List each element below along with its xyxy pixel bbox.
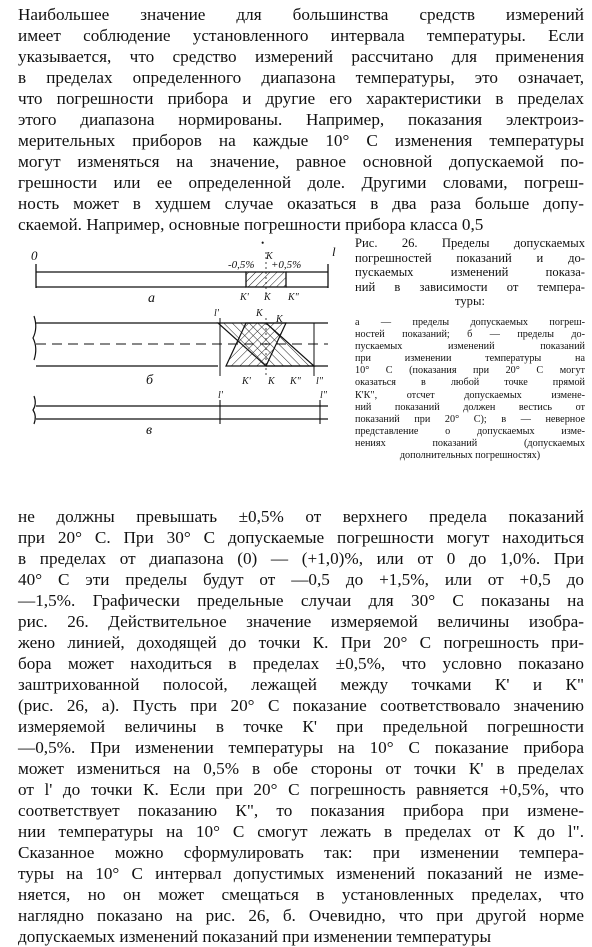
- text-line: жено линией, доходящей до точки К. При 20° С погрешность при-: [18, 633, 584, 652]
- zero-label: 0: [31, 248, 38, 263]
- caption-description-line: 10° С (показания при 20° С могут: [355, 365, 585, 377]
- k-prime-label-b: К': [242, 376, 251, 387]
- tolerance-band-a: [246, 272, 286, 287]
- break-mark-b: [33, 316, 36, 360]
- caption-description-line: дополнительных погрешностях): [399, 450, 541, 461]
- text-line: —0,5%. При изменении температуры на 10° С показание прибора: [18, 738, 584, 757]
- text-line: ность может в худшем случае оказаться в два раза больше допу-: [18, 194, 584, 213]
- text-line: мерительных приборов на каждые 10° С изменения температуры: [18, 131, 584, 150]
- text-line: не должны превышать ±0,5% от верхнего предела показаний: [18, 507, 584, 526]
- k-dprime-label-b: К": [290, 376, 301, 387]
- caption-title-line: ний в зависимости от темпера-: [355, 279, 585, 294]
- panel-a-label: а: [148, 291, 155, 306]
- figure-26-drawing: [28, 238, 350, 470]
- caption-description-line: пускаемых изменений показаний: [355, 341, 585, 353]
- caption-description-line: нениях показаний (допускаемых: [355, 437, 585, 449]
- caption-description-line: оказаться в любой точке прямой: [355, 377, 585, 389]
- plus-half-label: +0,5%: [271, 259, 302, 271]
- text-line: в пределах от диапазона (0) — (+1,0)%, или от 0 до 1,0%. При: [18, 549, 584, 568]
- text-line: Наибольшее значение для большинства средств измерений: [18, 5, 584, 24]
- text-line: в пределах определенного диапазона температуры, это означает,: [18, 68, 584, 87]
- k-label-a-bottom: К: [264, 292, 271, 303]
- text-line: нии температуры на 10° С смогут лежать в пределах от К до l".: [18, 822, 584, 841]
- l-dprime-label-v: l": [320, 390, 327, 401]
- text-line: при 20° С. При 30° С допускаемые погрешности могут находиться: [18, 528, 584, 547]
- text-line: имеет соблюдение установленного интервала температуры. Если: [18, 26, 584, 45]
- caption-title: [355, 236, 585, 309]
- caption-description: [355, 317, 585, 462]
- text-line: грешности или ее определенной доле. Другими словами, погреш-: [18, 173, 584, 192]
- text-line: этого диапазона нормированы. Например, показания электроиз-: [18, 110, 584, 129]
- dot-mark: •: [261, 238, 265, 248]
- panel-a: [31, 238, 336, 306]
- l-dprime-label-b: l": [316, 376, 323, 387]
- k-label-b-top2: К: [276, 314, 283, 325]
- panel-b-label: б: [146, 373, 154, 388]
- paragraph-1: [18, 4, 584, 235]
- text-line: указывается, что средство измерений рассчитано для применения: [18, 47, 584, 66]
- k-label-b: К: [268, 376, 275, 387]
- caption-description-line: а — пределы допускаемых погреш-: [355, 316, 585, 328]
- text-line: от l' до точки К. Если при 20° С погрешность равняется +0,5%, что: [18, 780, 584, 799]
- break-mark-v: [33, 396, 35, 424]
- text-line: наглядно показано на рис. 26, б. Очевидно, что при другой норме: [18, 906, 584, 925]
- caption-description-line: показаний при 20° С); в — неверное: [355, 413, 585, 425]
- text-line: может измениться на 0,5% в обе стороны от точки К' в пределах: [18, 759, 584, 778]
- caption-title-line: туры:: [455, 294, 485, 309]
- label-l-top: l: [332, 244, 336, 259]
- text-line: рис. 26. Действительное значение измеряемой величины изобра-: [18, 612, 584, 631]
- text-line: заштрихованной полосой, лежащей между точками К' и К": [18, 675, 584, 694]
- text-line: няется, но он может смещаться в установленных пределах, что: [18, 885, 584, 904]
- l-prime-label-b: l': [214, 308, 219, 319]
- k-dprime-label-a: К": [288, 292, 299, 303]
- caption-description-line: при изменении температуры на: [355, 353, 585, 365]
- caption-title-line: погрешностей показаний и до-: [355, 250, 585, 265]
- text-line: что погрешности прибора и другие его характеристики в пределах: [18, 89, 584, 108]
- text-line: скаемой. Например, основные погрешности прибора класса 0,5: [18, 215, 484, 234]
- paragraph-2: [18, 506, 584, 947]
- panel-v-label: в: [146, 423, 153, 438]
- minus-half-label: -0,5%: [228, 259, 255, 271]
- text-line: (рис. 26, а). Пусть при 20° С показание соответствовало значению: [18, 696, 584, 715]
- k-label-a: К: [266, 251, 273, 262]
- panel-b: [33, 308, 328, 388]
- panel-v: [33, 390, 328, 438]
- caption-description-line: ний показаний должен вестись от: [355, 401, 585, 413]
- text-line: туры на 10° С интервал допустимых изменений показаний не изме-: [18, 864, 584, 883]
- text-line: соответствует показанию К", то показания прибора при измене-: [18, 801, 584, 820]
- text-line: могут изменяться на значение, равное основной допускаемой по-: [18, 152, 584, 171]
- figure-26: [28, 238, 350, 470]
- l-prime-label-v: l': [218, 390, 223, 401]
- caption-title-line: Рис. 26. Пределы допускаемых: [355, 236, 585, 250]
- k-prime-label-a: К': [240, 292, 249, 303]
- caption-description-line: ностей показаний; б — пределы до-: [355, 329, 585, 341]
- text-line: бора может находиться в пределах ±0,5%, что условно показано: [18, 654, 584, 673]
- text-line: —1,5%. Графически предельные случаи для 30° С показаны на: [18, 591, 584, 610]
- caption-title-line: пускаемых изменений показа-: [355, 265, 585, 280]
- text-line: измеряемой величины в точке К' при предельной погрешности: [18, 717, 584, 736]
- text-line: допускаемых изменений показаний при изменении температуры: [18, 927, 492, 946]
- caption-description-line: К'К", отсчет допускаемых измене-: [355, 389, 585, 401]
- text-line: Сказанное можно сформулировать так: при изменении темпера-: [18, 843, 584, 862]
- figure-caption: [355, 236, 585, 462]
- k-label-b-top: К: [256, 308, 263, 319]
- caption-description-line: представление о допускаемых изме-: [355, 425, 585, 437]
- text-line: 40° С эти пределы будут от —0,5 до +1,5%, или от +0,5 до: [18, 570, 584, 589]
